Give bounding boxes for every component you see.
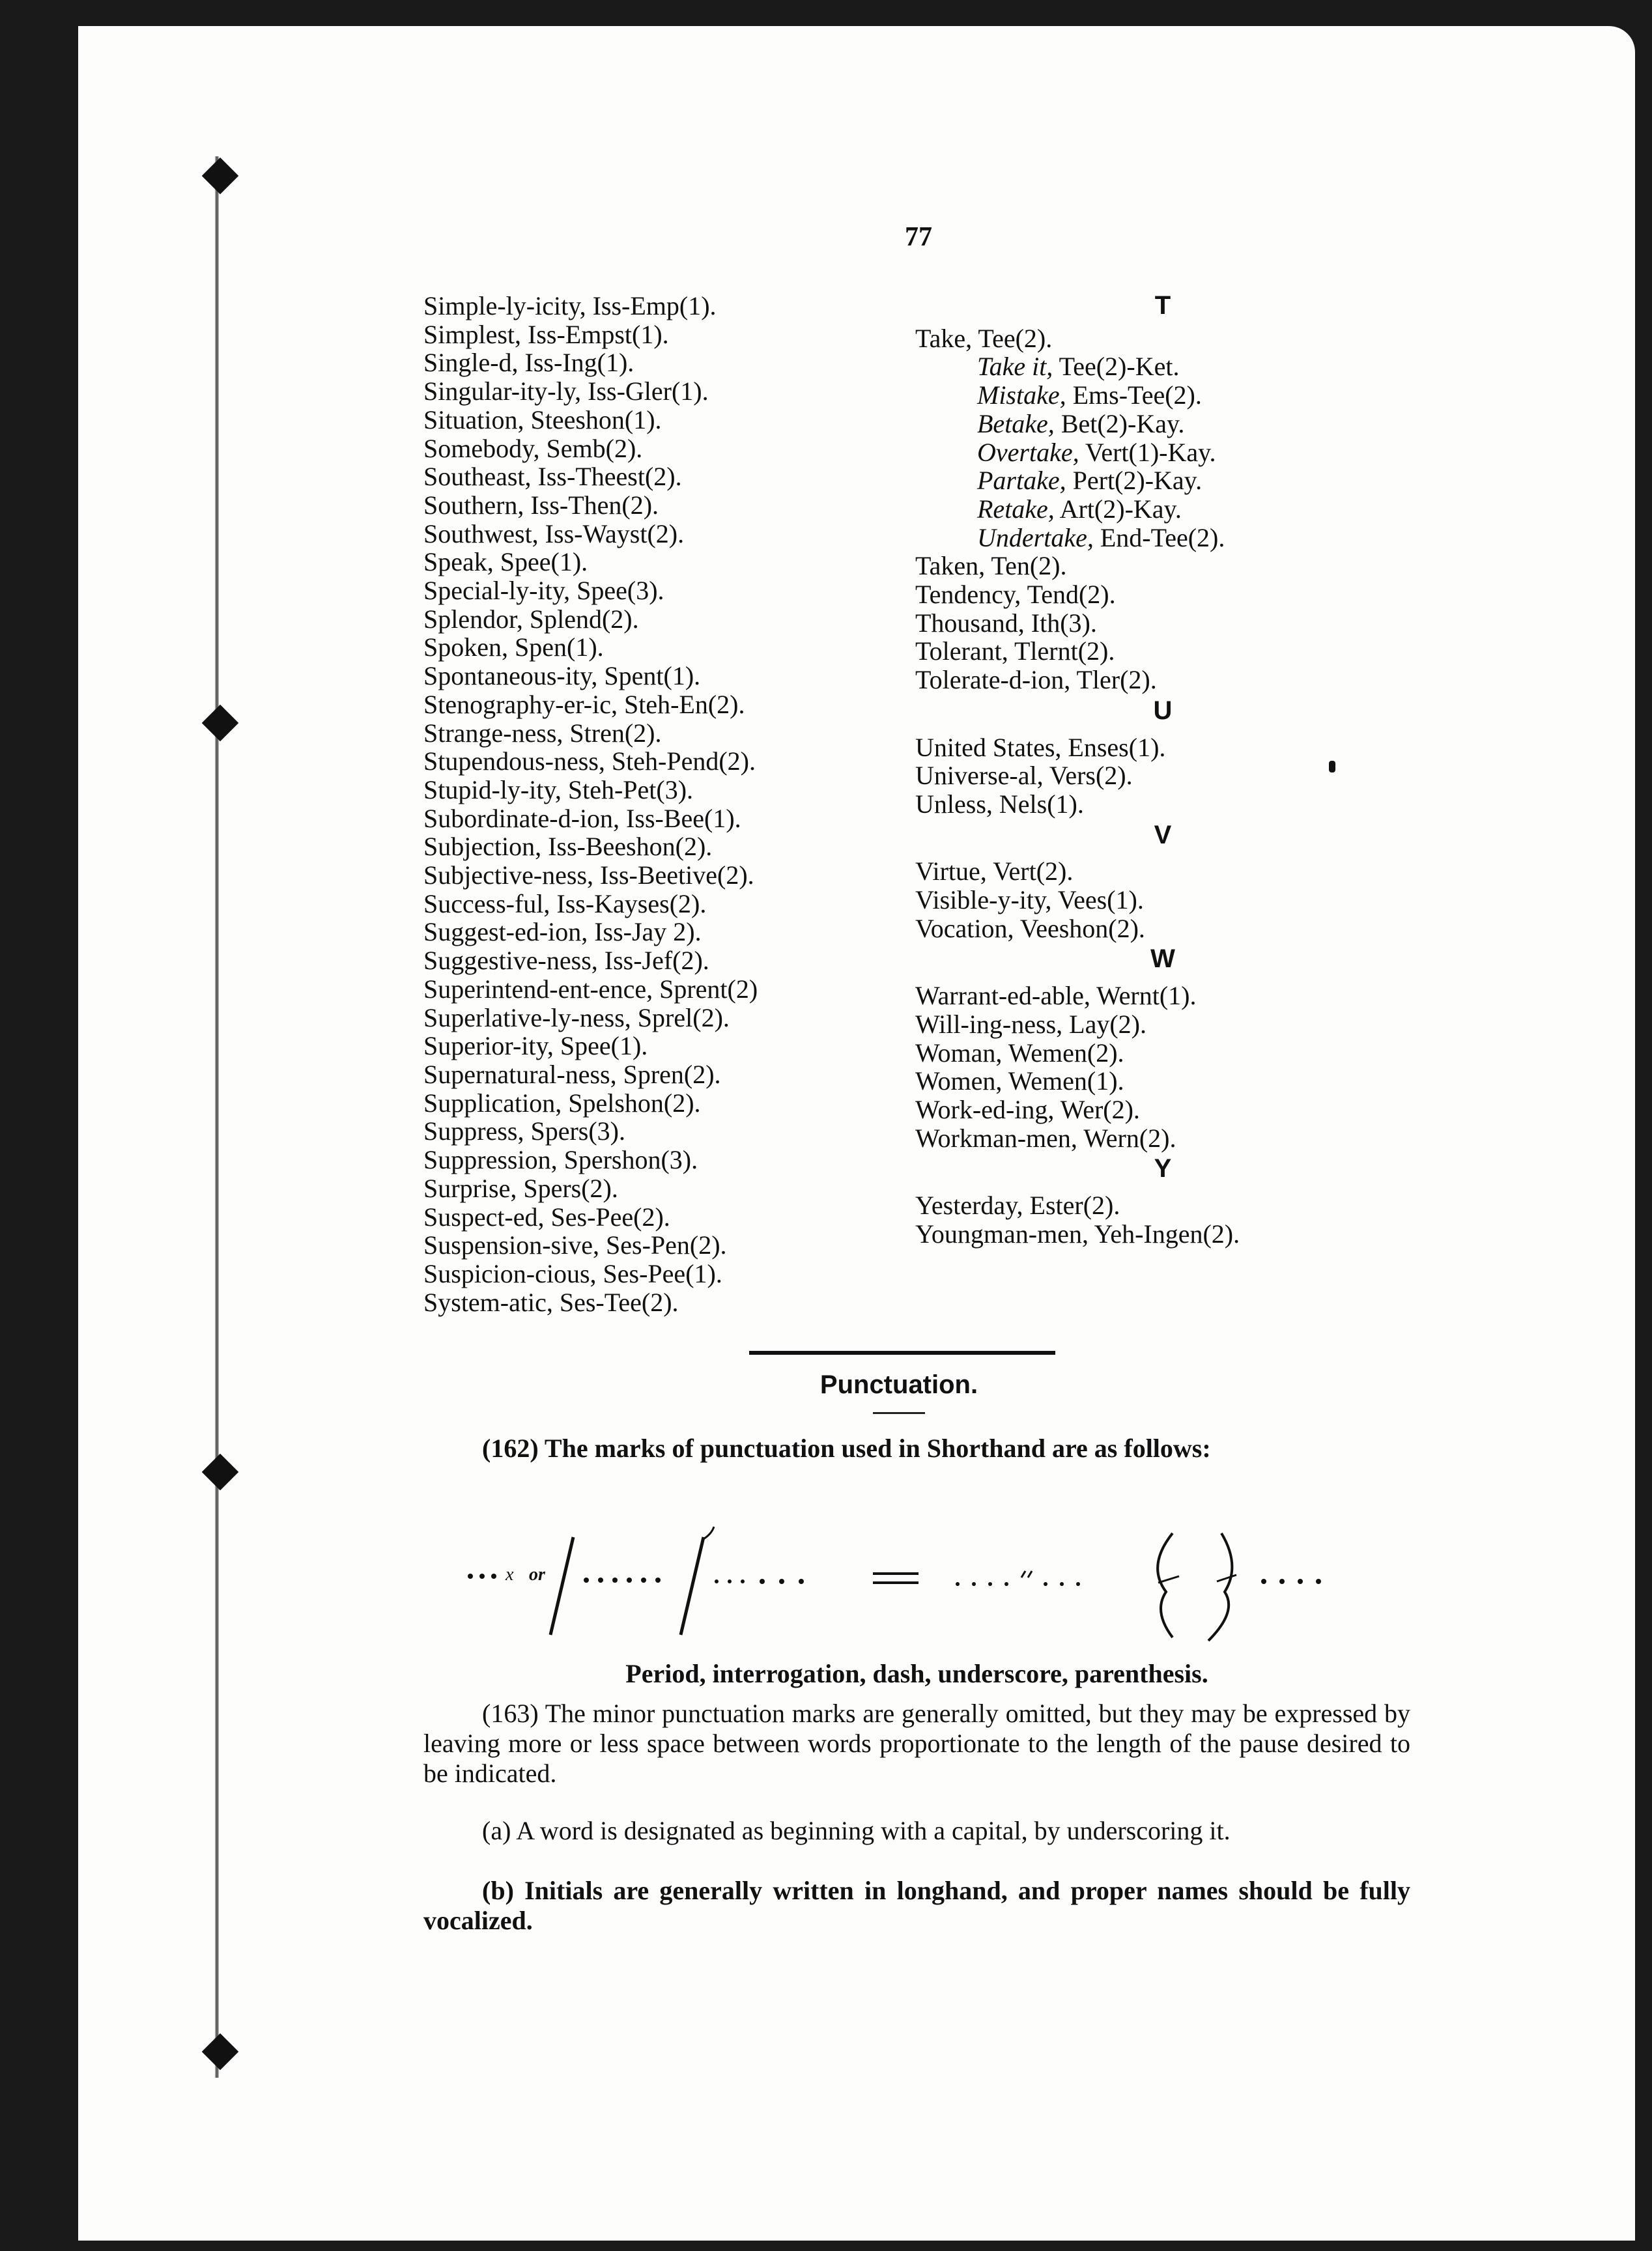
index-entry — [915, 1124, 1410, 1153]
index-entry — [915, 524, 1410, 552]
entry-outline: Ester(2). — [1023, 1191, 1120, 1221]
index-entry: Subjective-ness, Iss-Beetive(2). — [423, 860, 754, 890]
parenthesis-close-mark — [1208, 1533, 1232, 1641]
index-entry: Suspicion-cious, Ses-Pee(1). — [423, 1258, 722, 1288]
index-entry: Supernatural-ness, Spren(2). — [423, 1059, 721, 1089]
entry-outline: Yeh-Ingen(2). — [1088, 1219, 1240, 1249]
index-entry: Situation, Steeshon(1). — [423, 404, 662, 434]
section-letter: Y — [1154, 1154, 1172, 1183]
left-column — [423, 292, 758, 1316]
section-letter: U — [1153, 696, 1173, 725]
parenthesis-open-mark — [1158, 1533, 1173, 1637]
interrogation-mark — [550, 1537, 573, 1635]
index-entry: Suppress, Spers(3). — [423, 1116, 625, 1146]
entry-word: Work-ed-ing, — [915, 1094, 1055, 1124]
entry-word: Betake, — [977, 408, 1055, 438]
entry-outline: Vers(2). — [1043, 761, 1133, 791]
index-entry — [915, 552, 1410, 580]
index-entry: Suggest-ed-ion, Iss-Jay 2). — [423, 917, 702, 947]
index-entry — [915, 352, 1410, 381]
entry-word: Universe-al, — [915, 761, 1044, 791]
index-entry — [915, 438, 1410, 467]
entry-word: Tendency, — [915, 580, 1021, 610]
entry-outline: Tlernt(2). — [1008, 636, 1115, 666]
entry-outline: Bet(2)-Kay. — [1054, 408, 1185, 438]
index-entry — [915, 410, 1410, 438]
entry-word: Woman, — [915, 1038, 1003, 1068]
entry-outline: Art(2)-Kay. — [1054, 494, 1182, 524]
entry-word: Take it, — [977, 352, 1053, 382]
entry-outline: Vert(1)-Kay. — [1079, 437, 1216, 467]
entry-outline: Enses(1). — [1061, 732, 1166, 762]
entry-word: Unless, — [915, 789, 993, 819]
index-entry: Special-ly-ity, Spee(3). — [423, 576, 664, 606]
page-number: 77 — [905, 222, 932, 252]
entry-word: Thousand, — [915, 608, 1025, 638]
underscore-mark — [1021, 1571, 1032, 1578]
entry-outline: End-Tee(2). — [1093, 522, 1225, 552]
entry-outline: Tee(2)-Ket. — [1053, 352, 1180, 382]
entry-word: Tolerant, — [915, 636, 1008, 666]
right-column — [915, 292, 1410, 1249]
index-entry: Somebody, Semb(2). — [423, 433, 643, 463]
index-entry: Superior-ity, Spee(1). — [423, 1031, 648, 1061]
binding-thread — [215, 156, 219, 2078]
entry-outline: Wemen(1). — [1002, 1066, 1124, 1096]
index-entry: Suspension-sive, Ses-Pen(2). — [423, 1230, 727, 1260]
section-letter: W — [1150, 944, 1175, 974]
paragraph-a: (a) A word is designated as beginning with a capital, by underscoring it. — [482, 1816, 1231, 1845]
entry-word: Partake, — [977, 466, 1066, 496]
index-entry — [915, 666, 1410, 694]
title-underline — [873, 1412, 925, 1414]
index-entry — [915, 1220, 1410, 1249]
index-entry: Stupid-ly-ity, Steh-Pet(3). — [423, 774, 694, 804]
entry-word: Retake, — [977, 494, 1055, 524]
entry-outline: Ems-Tee(2). — [1066, 380, 1202, 410]
index-entry — [915, 857, 1410, 886]
index-entry — [915, 790, 1410, 819]
index-entry — [915, 609, 1410, 638]
index-entry — [915, 982, 1410, 1010]
index-entry — [915, 637, 1410, 666]
paragraph-163: (163) The minor punctuation marks are generally omitted, but they may be expressed by leaving more or less space between words proportionate to the length of the pause desired to be indicated. — [423, 1699, 1410, 1788]
index-entry: Suspect-ed, Ses-Pee(2). — [423, 1202, 670, 1232]
paragraph-b: (b) Initials are generally written in longhand, and proper names should be fully vocalized. — [423, 1876, 1410, 1935]
index-entry — [915, 1067, 1410, 1096]
entry-outline: Wernt(1). — [1090, 981, 1197, 1011]
entry-word: Tolerate-d-ion, — [915, 665, 1071, 695]
index-entry: Superintend-ent-ence, Sprent(2) — [423, 974, 758, 1004]
entry-outline: Ten(2). — [985, 551, 1067, 581]
index-entry: Subjection, Iss-Beeshon(2). — [423, 832, 713, 862]
entry-word: United States, — [915, 732, 1062, 762]
index-entry — [915, 580, 1410, 609]
punctuation-marks-figure — [456, 1524, 1381, 1654]
entry-outline: Ith(3). — [1024, 608, 1097, 638]
section-rule — [749, 1351, 1055, 1355]
index-entry — [915, 733, 1410, 762]
entry-outline: Veeshon(2). — [1014, 913, 1145, 943]
index-entry — [915, 886, 1410, 914]
index-entry — [915, 914, 1410, 943]
entry-word: Virtue, — [915, 857, 987, 886]
entry-word: Undertake, — [977, 522, 1094, 552]
entry-word: Overtake, — [977, 437, 1079, 467]
index-entry — [915, 761, 1410, 790]
entry-word: Vocation, — [915, 913, 1014, 943]
entry-word: Visible-y-ity, — [915, 885, 1052, 915]
entry-outline: Lay(2). — [1062, 1009, 1146, 1039]
index-entry: Southwest, Iss-Wayst(2). — [423, 518, 685, 548]
index-entry: Superlative-ly-ness, Sprel(2). — [423, 1002, 730, 1032]
entry-outline: Tend(2). — [1021, 580, 1116, 610]
entry-word: Women, — [915, 1066, 1003, 1096]
index-entry: Singular-ity-ly, Iss-Gler(1). — [423, 376, 709, 406]
marks-or-label: or — [529, 1564, 545, 1585]
index-entry: Suggestive-ness, Iss-Jef(2). — [423, 946, 709, 976]
index-entry — [915, 324, 1410, 353]
entry-outline: Vees(1). — [1051, 885, 1144, 915]
index-entry: Simplest, Iss-Empst(1). — [423, 319, 669, 349]
index-entry: Southeast, Iss-Theest(2). — [423, 462, 682, 492]
period-mark — [468, 1574, 496, 1579]
index-entry: System-atic, Ses-Tee(2). — [423, 1287, 679, 1317]
index-entry: Subordinate-d-ion, Iss-Bee(1). — [423, 803, 741, 833]
index-entry: Spontaneous-ity, Spent(1). — [423, 661, 701, 691]
index-entry — [915, 466, 1410, 495]
marks-caption: Period, interrogation, dash, underscore, parenthesis. — [625, 1659, 1208, 1688]
entry-word: Mistake, — [977, 380, 1066, 410]
entry-outline: Nels(1). — [992, 789, 1084, 819]
index-entry: Single-d, Iss-Ing(1). — [423, 348, 634, 378]
index-entry — [915, 1096, 1410, 1124]
entry-word: Workman-men, — [915, 1123, 1077, 1153]
index-entry: Southern, Iss-Then(2). — [423, 490, 659, 520]
index-entry — [915, 495, 1410, 524]
index-entry: Surprise, Spers(2). — [423, 1173, 618, 1203]
cross-mark: x — [506, 1564, 514, 1585]
entry-outline: Pert(2)-Kay. — [1066, 466, 1203, 496]
index-entry — [915, 1039, 1410, 1068]
entry-word: Yesterday, — [915, 1191, 1023, 1221]
index-entry: Spoken, Spen(1). — [423, 632, 604, 662]
ink-speck — [1329, 761, 1335, 772]
entry-outline: Tler(2). — [1070, 665, 1157, 695]
entry-word: Warrant-ed-able, — [915, 981, 1090, 1011]
index-entry: Supplication, Spelshon(2). — [423, 1088, 701, 1118]
entry-word: Take, — [915, 323, 973, 353]
index-entry: Success-ful, Iss-Kayses(2). — [423, 888, 707, 918]
section-letter: T — [1154, 291, 1171, 320]
index-entry: Simple-ly-icity, Iss-Emp(1). — [423, 291, 717, 320]
entry-outline: Wemen(2). — [1002, 1038, 1124, 1068]
index-entry — [915, 1010, 1410, 1039]
entry-word: Will-ing-ness, — [915, 1009, 1063, 1039]
entry-outline: Vert(2). — [986, 857, 1074, 886]
index-entry: Suppression, Spershon(3). — [423, 1145, 698, 1175]
index-entry: Splendor, Splend(2). — [423, 604, 639, 634]
entry-word: Taken, — [915, 551, 986, 581]
interrogation-hook-mark — [681, 1537, 704, 1635]
index-entry: Stupendous-ness, Steh-Pend(2). — [423, 746, 756, 776]
section-title: Punctuation. — [819, 1370, 978, 1399]
index-entry: Stenography-er-ic, Steh-En(2). — [423, 689, 745, 719]
index-entry: Speak, Spee(1). — [423, 547, 588, 577]
section-letter: V — [1154, 820, 1172, 849]
entry-outline: Wern(2). — [1077, 1123, 1176, 1153]
index-entry — [915, 1191, 1410, 1220]
entry-outline: Wer(2). — [1054, 1094, 1140, 1124]
index-entry — [915, 381, 1410, 410]
entry-outline: Tee(2). — [972, 323, 1053, 353]
paragraph-162: (162) The marks of punctuation used in Shorthand are as follows: — [482, 1434, 1211, 1463]
entry-word: Youngman-men, — [915, 1219, 1089, 1249]
index-entry: Strange-ness, Stren(2). — [423, 718, 662, 748]
